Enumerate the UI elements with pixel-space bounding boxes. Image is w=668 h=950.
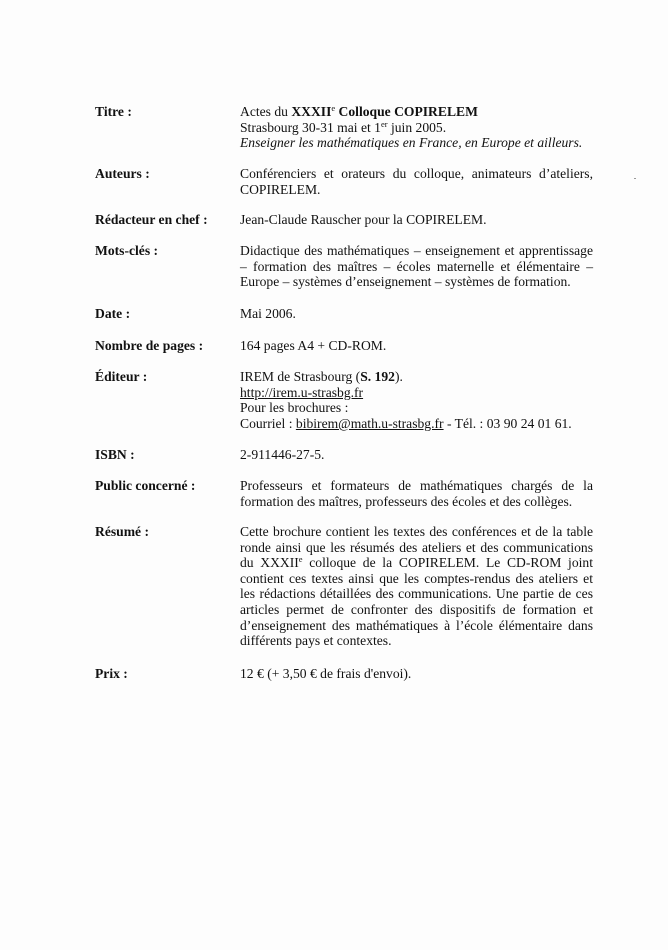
titre-value — [240, 104, 593, 151]
titre-line-1 — [240, 104, 593, 120]
editeur-label: Éditeur : — [95, 369, 148, 384]
resume-label: Résumé : — [95, 524, 149, 539]
resume-line-7: d’enseignement des mathématiques à l’école élémentaire dans — [240, 617, 593, 633]
resume-line-6: articles permet de confronter des dispositifs de formation et — [240, 601, 593, 617]
mots-cles-label: Mots-clés : — [95, 243, 159, 258]
titre-roman: XXXII — [291, 104, 332, 119]
editeur-value — [240, 369, 593, 431]
public-label: Public concerné : — [95, 478, 196, 493]
resume-line-2: ronde ainsi que les résumés des ateliers et des communications — [240, 539, 593, 555]
auteurs-line-1: Conférenciers et orateurs du colloque, animateurs d’ateliers, — [240, 166, 593, 181]
resume-line3-post: colloque de la COPIRELEM. Le CD-ROM joint — [302, 555, 593, 571]
resume-line-3 — [240, 555, 593, 571]
email-link[interactable]: bibirem@math.u-strasbg.fr — [295, 415, 444, 431]
resume-line-5: les rédactions détaillées des communications. Une partie de ces — [240, 586, 593, 602]
auteurs-label: Auteurs : — [95, 166, 150, 181]
editeur-brochures: Pour les brochures : — [240, 400, 349, 416]
titre-pre: Actes du — [240, 104, 292, 119]
resume-line3-pre: du XXXII — [240, 555, 299, 571]
prix-value: 12 € (+ 3,50 € de frais d'envoi). — [240, 666, 412, 681]
titre-sup: e — [331, 103, 336, 113]
editeur-line-1 — [240, 369, 593, 385]
pages-label: Nombre de pages : — [95, 338, 204, 353]
titre-line2-sup: er — [380, 118, 388, 129]
titre-label: Titre : — [95, 104, 132, 119]
titre-line-2 — [240, 120, 593, 136]
editeur-tel: - Tél. : 03 90 24 01 61. — [443, 415, 572, 431]
public-line-1: Professeurs et formateurs de mathématiques chargés de la — [240, 478, 593, 493]
resume-value — [240, 524, 593, 649]
resume-line3-sup: e — [298, 554, 303, 565]
date-value: Mai 2006. — [240, 306, 296, 321]
editeur-line-2 — [240, 385, 593, 401]
public-value — [240, 478, 593, 509]
editeur-line1-post: ). — [394, 369, 403, 384]
mots-cles-value — [240, 243, 593, 290]
public-line-2: formation des maîtres, professeurs des écoles et des collèges. — [240, 493, 573, 509]
scan-speck — [634, 178, 636, 179]
auteurs-line-2: COPIRELEM. — [240, 181, 321, 197]
mots-cles-line-2: – formation des maîtres – écoles maternelle et élémentaire – — [240, 258, 593, 274]
editeur-line-4 — [240, 416, 593, 432]
irem-url-link[interactable]: http://irem.u-strasbg.fr — [240, 384, 364, 400]
editeur-courriel-label: Courriel : — [240, 415, 296, 431]
titre-line2-pre: Strasbourg 30-31 mai et 1 — [240, 119, 381, 135]
mots-cles-line-1: Didactique des mathématiques – enseignement et apprentissage — [240, 243, 593, 258]
date-label: Date : — [95, 306, 131, 321]
isbn-value: 2-911446-27-5. — [240, 447, 325, 462]
titre-subtitle: Enseigner les mathématiques en France, en Europe et ailleurs. — [240, 135, 583, 151]
titre-post: Colloque COPIRELEM — [335, 104, 478, 119]
isbn-label: ISBN : — [95, 447, 135, 462]
prix-label: Prix : — [95, 666, 128, 681]
resume-line-1: Cette brochure contient les textes des conférences et de la table — [240, 524, 593, 539]
resume-line-8: différents pays et contextes. — [240, 633, 392, 649]
redacteur-label: Rédacteur en chef : — [95, 212, 208, 227]
mots-cles-line-3: Europe – systèmes d’enseignement – systèmes de formation. — [240, 274, 571, 290]
editeur-line1-bold: S. 192 — [360, 369, 395, 384]
auteurs-value — [240, 166, 593, 197]
titre-line2-post: juin 2005. — [387, 119, 447, 135]
redacteur-value: Jean-Claude Rauscher pour la COPIRELEM. — [240, 212, 487, 227]
resume-line-4: contient ces textes ainsi que les comptes-rendus des ateliers et — [240, 570, 593, 586]
pages-value: 164 pages A4 + CD-ROM. — [240, 338, 387, 353]
editeur-line1-pre: IREM de Strasbourg ( — [240, 369, 361, 384]
